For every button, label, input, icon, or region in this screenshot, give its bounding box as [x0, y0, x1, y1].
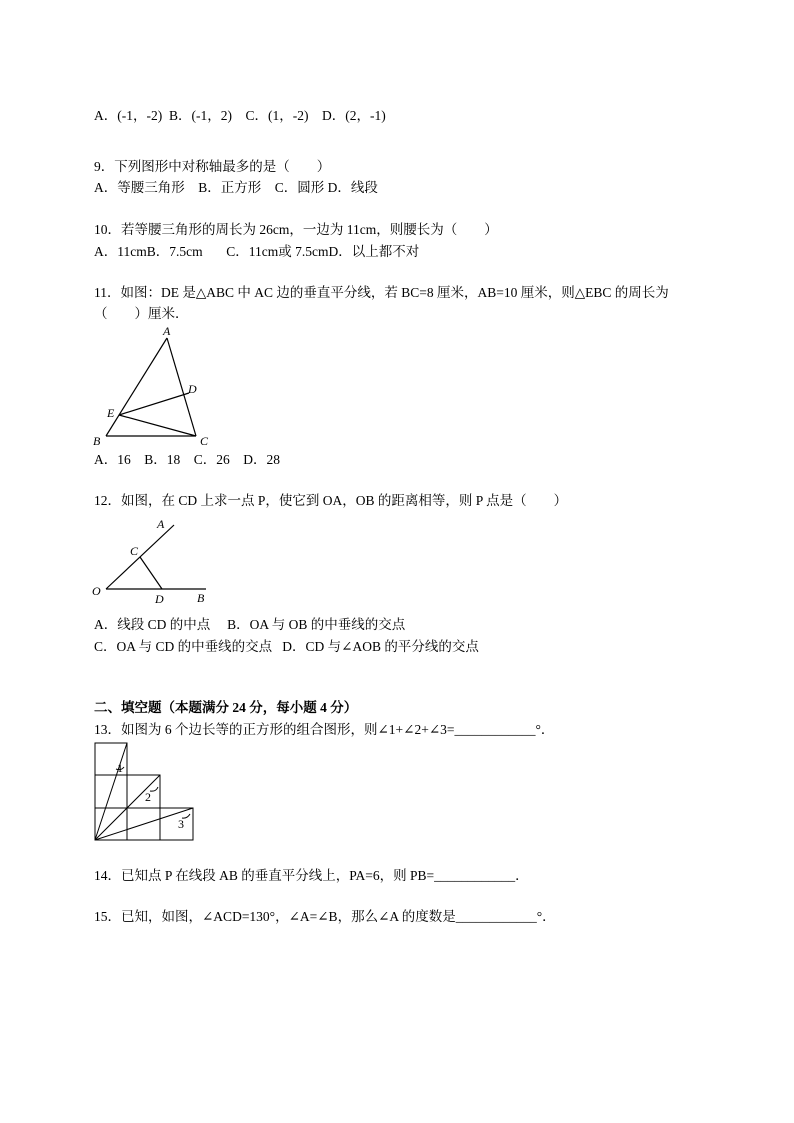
- q11-side-ab: [106, 338, 167, 436]
- q12-angle-figure: [88, 515, 218, 607]
- q13-angle-label-2: 2: [145, 790, 151, 804]
- q13-stem: 13．如图为 6 个边长等的正方形的组合图形，则∠1+∠2+∠3=____________°．: [94, 722, 555, 737]
- q13-arc-2: [150, 787, 158, 791]
- q11-triangle-figure: [88, 322, 218, 450]
- q11-options: A．16 B．18 C．26 D．28: [94, 452, 281, 467]
- q11-segment-ec: [119, 415, 196, 436]
- q12-label-d: D: [155, 592, 164, 606]
- q13-diagonal-1: [95, 743, 127, 840]
- q15-stem: 15．已知，如图，∠ACD=130°，∠A=∠B，那么∠A 的度数是____________°．: [94, 909, 556, 924]
- q10-stem: 10．若等腰三角形的周长为 26cm，一边为 11cm，则腰长为（ ）: [94, 222, 498, 237]
- q13-angle-label-1: 1: [117, 761, 123, 775]
- q8-options: A．(-1，-2) B．(-1，2) C．(1，-2) D．(2，-1): [94, 108, 386, 123]
- q14-stem: 14．已知点 P 在线段 AB 的垂直平分线上，PA=6，则 PB=____________．: [94, 868, 529, 883]
- q13-angle-label-3: 3: [178, 817, 184, 831]
- q12-stem: 12．如图，在 CD 上求一点 P，使它到 OA，OB 的距离相等，则 P 点是（ ）: [94, 493, 568, 508]
- q12-label-c: C: [130, 544, 139, 558]
- q11-label-b: B: [93, 434, 101, 448]
- q9-stem: 9．下列图形中对称轴最多的是（ ）: [94, 159, 331, 174]
- section2-title: 二、填空题（本题满分 24 分，每小题 4 分）: [94, 700, 358, 715]
- q11-label-e: E: [107, 406, 115, 420]
- q12-options-line2: C．OA 与 CD 的中垂线的交点 D．CD 与∠AOB 的平分线的交点: [94, 639, 479, 654]
- q11-segment-ed: [119, 393, 189, 415]
- q13-squares-figure: [94, 742, 196, 842]
- q12-label-o: O: [92, 584, 101, 598]
- q11-label-a: A: [163, 324, 171, 338]
- q11-stem-line2: （ ）厘米．: [94, 306, 189, 321]
- q11-label-d: D: [188, 382, 197, 396]
- q12-options-line1: A．线段 CD 的中点 B．OA 与 OB 的中垂线的交点: [94, 617, 406, 632]
- q12-label-b: B: [197, 591, 205, 605]
- q12-segment-cd: [140, 557, 162, 589]
- q9-options: A．等腰三角形 B．正方形 C．圆形 D．线段: [94, 180, 378, 195]
- q11-stem-line1: 11．如图：DE 是△ABC 中 AC 边的垂直平分线，若 BC=8 厘米，AB=10 厘米，则△EBC 的周长为: [94, 285, 669, 300]
- q11-label-c: C: [200, 434, 209, 448]
- q10-options: A．11cmB．7.5cm C．11cm或 7.5cmD．以上都不对: [94, 244, 420, 259]
- q12-label-a: A: [157, 517, 165, 531]
- q13-square: [160, 808, 193, 840]
